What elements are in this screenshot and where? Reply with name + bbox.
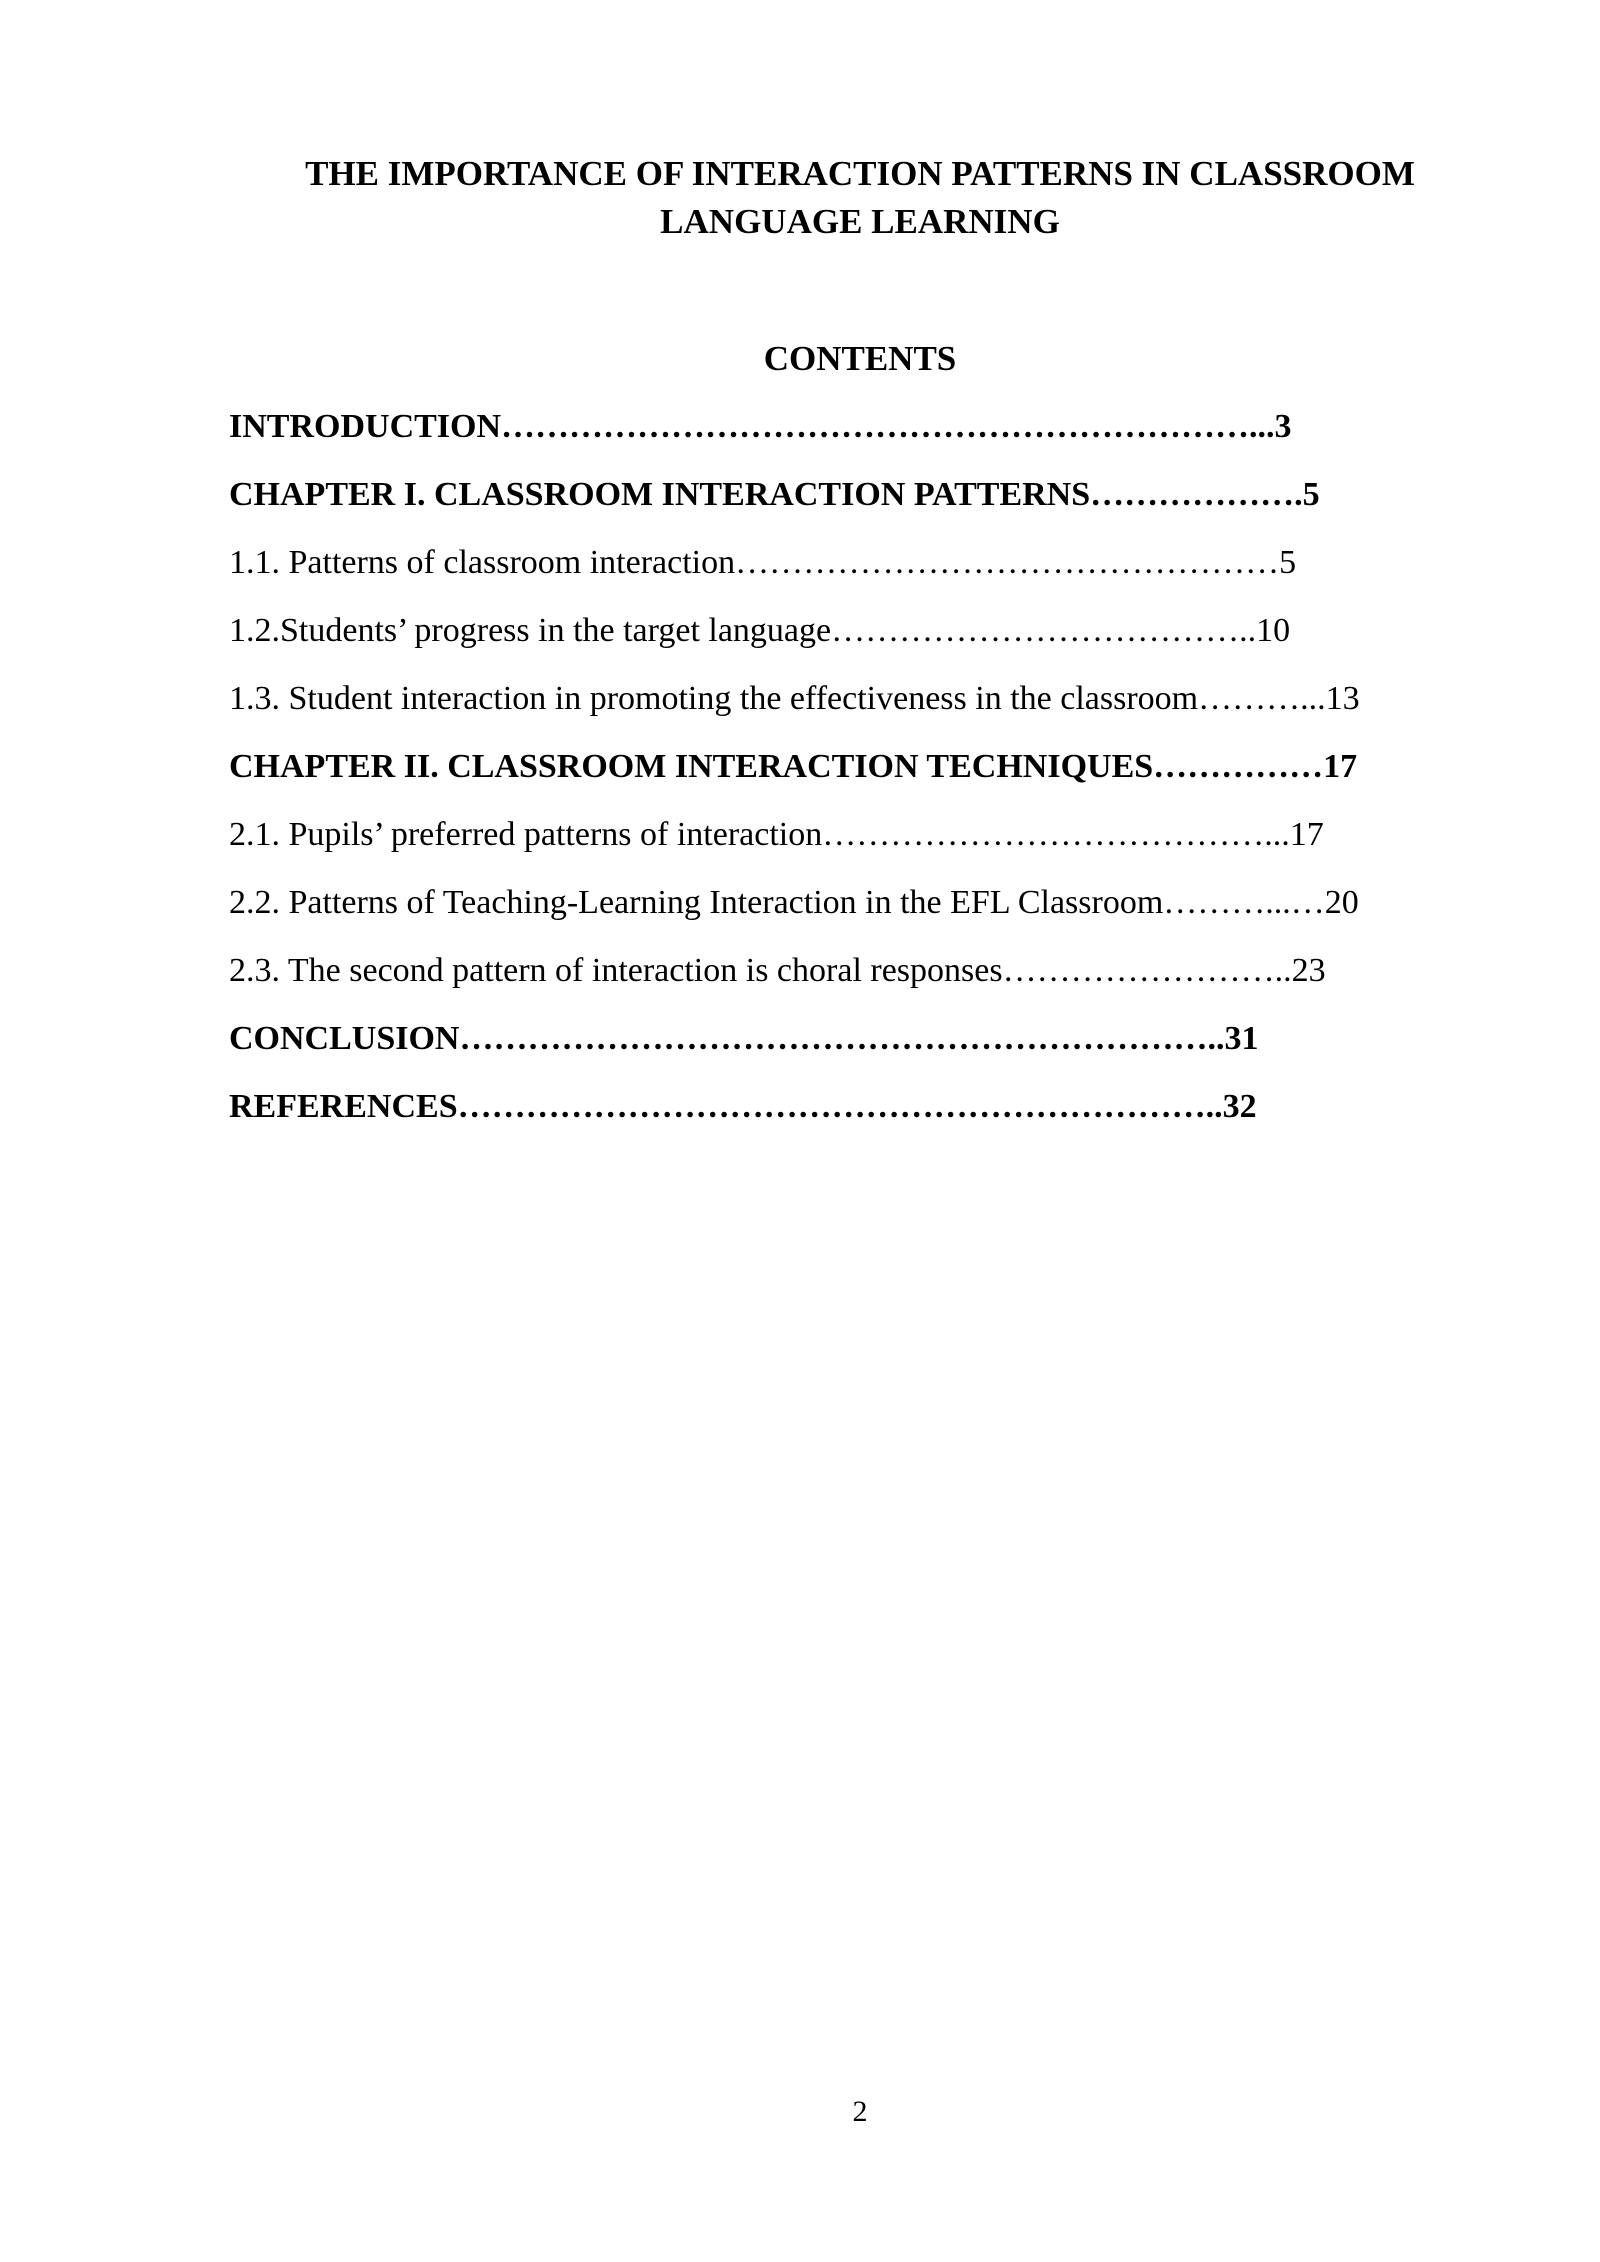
toc-entry-introduction: INTRODUCTION…………………………………………………………...3	[229, 408, 1292, 445]
toc-entry-conclusion: CONCLUSION…………………………………………………………..31	[229, 1020, 1259, 1057]
document-title-line-1: THE IMPORTANCE OF INTERACTION PATTERNS IN CLASSROOM	[305, 154, 1415, 193]
toc-entry-2-3: 2.3. The second pattern of interaction is choral responses……………………..23	[229, 952, 1326, 989]
toc-entry-chapter-1: CHAPTER I. CLASSROOM INTERACTION PATTERNS……………….5	[229, 476, 1320, 513]
toc-entry-1-2: 1.2.Students’ progress in the target language………………………………..10	[229, 612, 1291, 649]
document-title-line-2: LANGUAGE LEARNING	[660, 202, 1060, 241]
toc-entry-1-1: 1.1. Patterns of classroom interaction…………………………………………5	[229, 544, 1297, 581]
toc-entry-1-3: 1.3. Student interaction in promoting the effectiveness in the classroom………...13	[229, 680, 1360, 717]
toc-entry-references: REFERENCES…………………………………………………………..32	[229, 1088, 1257, 1125]
toc-entry-2-2: 2.2. Patterns of Teaching-Learning Interaction in the EFL Classroom………...…20	[229, 884, 1359, 921]
page-number: 2	[852, 2095, 868, 2128]
toc-entry-2-1: 2.1. Pupils’ preferred patterns of interaction…………………………………...17	[229, 816, 1324, 853]
contents-heading: CONTENTS	[763, 339, 957, 378]
toc-entry-chapter-2: CHAPTER II. CLASSROOM INTERACTION TECHNIQUES……………17	[229, 748, 1358, 785]
